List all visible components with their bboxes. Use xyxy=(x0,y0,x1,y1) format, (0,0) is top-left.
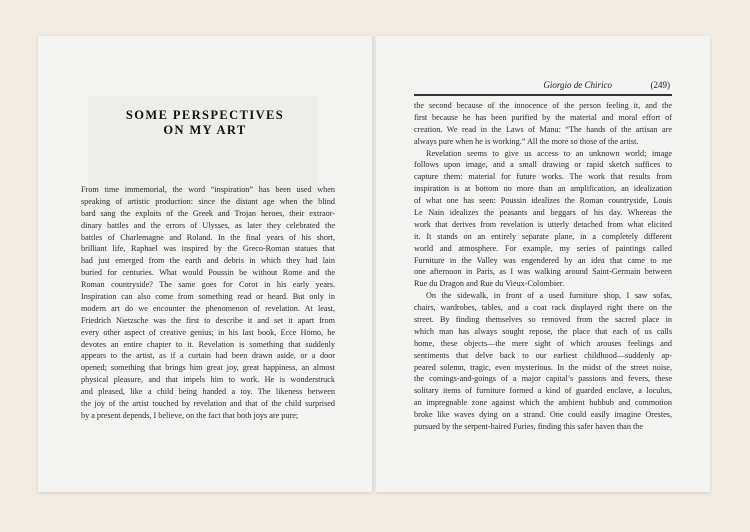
text-line: inspiration is at bottom no more than an amplification, an idealization xyxy=(414,184,672,194)
text-line: the joy of the artist touched by revelation and that of the child surprised xyxy=(81,399,335,409)
chapter-title-line-1: SOME PERSPECTIVES xyxy=(125,108,285,122)
text-line: street. By finding themselves so removed from the sacred place in xyxy=(414,315,672,325)
text-line: the second because of the innocence of the person feeling it, and the xyxy=(414,101,672,110)
text-line: capture them: material for future works. The work that results from xyxy=(414,172,672,182)
page-number: (249) xyxy=(650,80,670,90)
text-line: home, these objects—the mere sight of which arouses feelings and xyxy=(414,338,672,348)
text-line: physical pleasure, and that impels him to work. He is wonderstruck xyxy=(81,375,335,385)
text-line: peared solemn, tragic, even mysterious. In the midst of the street noise, xyxy=(414,362,672,372)
text-line: Friedrich Nietzsche was the first to describe it and set it apart from xyxy=(81,315,335,325)
header-rule xyxy=(414,94,672,96)
text-line: pursued by the serpent-haired Furies, finding this safer haven than the xyxy=(414,422,643,432)
text-line: an impregnable zone against which the ambient hubbub and commotion xyxy=(414,398,672,408)
text-line: follows upon image, and a small drawing or rapid sketch suffices to xyxy=(414,160,672,170)
text-line: chairs, wardrobes, tables, and a coat rack displayed right there on the xyxy=(414,303,672,313)
running-head-author: Giorgio de Chirico xyxy=(543,80,612,90)
left-page xyxy=(38,36,372,492)
text-line: dinary battles and the errors of Ulysses, as later they celebrated the xyxy=(81,220,335,230)
text-line: sentiments that delve back to our earliest childhood—suddenly ap- xyxy=(414,350,672,360)
text-line: speaking of artistic production: since the distant age when the blind xyxy=(81,196,335,206)
text-line: always pure when he is working.” All the more so those of the artist. xyxy=(414,136,639,146)
text-line: world and atmosphere. For example, my series of paintings called xyxy=(414,243,672,253)
text-line: of what one has seen: Poussin idealizes the Roman countryside, Louis xyxy=(414,196,672,206)
text-line: had just emerged from the earth and debris in which they had lain xyxy=(81,256,335,266)
text-line: and pleased, like a child being handed a toy. The likeness between xyxy=(81,387,335,397)
text-line: Rue du Dragon and Rue du Vieux-Colombier. xyxy=(414,279,565,289)
text-line: the comings-and-goings of a major capital’s passions and fevers, these xyxy=(414,374,672,384)
text-line: every other aspect of creative genius; in his last book, Ecce Homo, he xyxy=(81,327,335,337)
text-line: battles of Charlemagne and Roland. In the final years of his short, xyxy=(81,232,335,242)
chapter-title-line-2: ON MY ART xyxy=(163,123,247,137)
text-line: work that derives from revelation is utterly detached from what elicited xyxy=(414,219,672,229)
text-line: creation. We read in the Laws of Manu: “The hands of the artisan are xyxy=(414,124,672,134)
text-line: one afternoon in Paris, as I was walking around Saint-Germain between xyxy=(414,267,672,277)
text-line: by a present depends, I believe, on the fact that both joys are pure; xyxy=(81,410,299,420)
chapter-title xyxy=(38,108,372,138)
text-line: brilliant life, Raphael was inspired by the Greco-Roman statues that xyxy=(81,244,335,254)
text-line: Le Nain idealizes the peasants and beggars of his day. Whereas the xyxy=(414,208,672,218)
right-page xyxy=(376,36,710,492)
text-line: devotes an entire chapter to it. Revelation is something that suddenly xyxy=(81,339,335,349)
text-line: buried for centuries. What would Poussin be without Rome and the xyxy=(81,268,335,278)
text-line: On the sidewalk, in front of a used furniture shop, I saw sofas, xyxy=(426,291,672,301)
left-body-text xyxy=(81,184,335,422)
text-line: bard sang the exploits of the Greek and Trojan heroes, their extraor- xyxy=(81,208,335,218)
text-line: first because he has been purified by the material and moral effort of xyxy=(414,112,672,122)
text-line: which man has always sought repose, the place that each of us calls xyxy=(414,326,672,336)
right-body-text xyxy=(414,100,672,433)
text-line: Furniture in the Valley was engendered by an idea that came to me xyxy=(414,255,672,265)
text-line: solitary items of furniture formed a kind of guarded enclave, a loculus, xyxy=(414,386,672,396)
text-line: appears to the artist, as if a curtain had been drawn aside, or a door xyxy=(81,351,335,361)
text-line: broke like waves dying on a strand. One could easily imagine Orestes, xyxy=(414,410,672,420)
text-line: Revelation seems to give us access to an unknown world; image xyxy=(426,148,672,158)
text-line: Roman countryside? The same goes for Corot in his early years. xyxy=(81,280,335,290)
text-line: modern art do we encounter the phenomenon of revelation. At least, xyxy=(81,303,335,313)
text-line: opened; something that brings him great joy, great happiness, an almost xyxy=(81,363,335,373)
text-line: Inspiration can also come from something read or heard. But only in xyxy=(81,292,335,302)
text-line: it. It stands on an entirely separate plane, in a completely different xyxy=(414,231,672,241)
text-line: From time immemorial, the word “inspiration” has been used when xyxy=(81,185,335,194)
